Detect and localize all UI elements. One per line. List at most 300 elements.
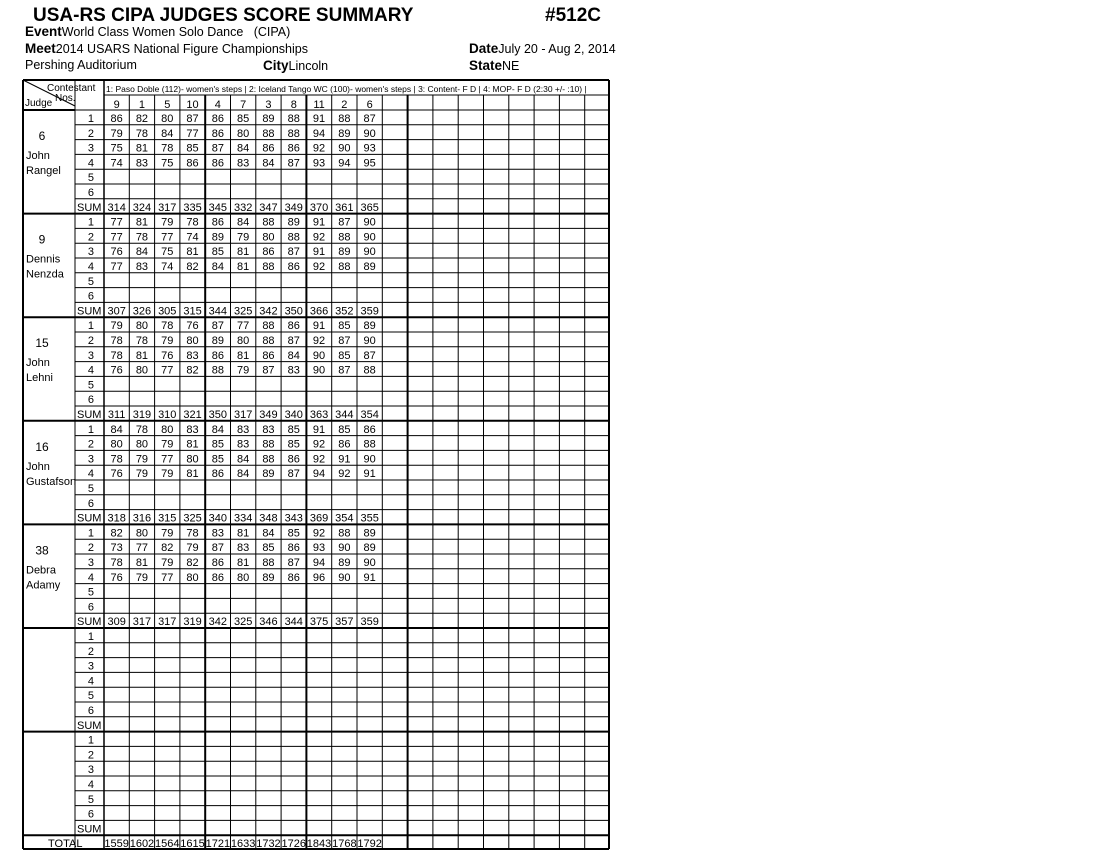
score-cell: 77 xyxy=(110,231,123,244)
score-cell: 77 xyxy=(186,127,199,140)
score-cell: 89 xyxy=(338,127,351,140)
total-cell: 1721 xyxy=(205,838,231,850)
score-cell: 89 xyxy=(363,527,376,540)
score-cell: 86 xyxy=(211,349,224,362)
score-cell: 90 xyxy=(312,349,326,362)
sum-cell: 365 xyxy=(360,201,379,214)
score-cell: 87 xyxy=(211,320,224,333)
score-cell: 78 xyxy=(135,423,149,436)
score-cell: 78 xyxy=(135,335,149,347)
contestant-number: 3 xyxy=(265,99,272,111)
row-number: 4 xyxy=(87,571,94,584)
score-cell: 87 xyxy=(287,246,300,259)
row-number: 3 xyxy=(87,764,94,777)
sum-label: SUM xyxy=(77,305,102,318)
score-cell: 77 xyxy=(161,453,174,466)
score-cell: 84 xyxy=(287,349,300,362)
row-number: 4 xyxy=(87,675,94,688)
row-number: 3 xyxy=(87,246,94,259)
score-cell: 76 xyxy=(110,468,123,481)
judge-first-name: John xyxy=(26,357,50,370)
score-cell: 94 xyxy=(312,468,326,481)
score-cell: 83 xyxy=(287,364,300,377)
score-cell: 80 xyxy=(161,423,174,436)
row-number: 1 xyxy=(87,423,94,436)
score-cell: 80 xyxy=(186,335,199,347)
sum-cell: 316 xyxy=(132,512,152,525)
score-cell: 80 xyxy=(186,453,199,466)
judge-number: 38 xyxy=(35,543,49,558)
row-number: 3 xyxy=(87,557,94,569)
score-cell: 93 xyxy=(312,542,326,555)
score-cell: 80 xyxy=(135,527,149,540)
total-cell: 1602 xyxy=(129,838,155,850)
score-cell: 94 xyxy=(338,157,351,170)
row-number: 1 xyxy=(87,527,94,540)
score-cell: 88 xyxy=(262,320,275,333)
score-cell: 78 xyxy=(135,231,149,244)
score-cell: 76 xyxy=(110,364,123,377)
score-cell: 90 xyxy=(363,231,376,244)
score-cell: 88 xyxy=(211,364,224,377)
score-cell: 78 xyxy=(186,527,199,540)
sum-cell: 352 xyxy=(335,305,354,318)
corner-nos-label: Nos. xyxy=(55,93,76,104)
score-cell: 88 xyxy=(287,113,300,125)
score-cell: 79 xyxy=(135,468,149,481)
score-cell: 88 xyxy=(363,438,376,451)
score-cell: 87 xyxy=(287,557,300,569)
row-number: 4 xyxy=(87,468,94,481)
judge-number: 15 xyxy=(35,336,49,351)
contestant-number: 11 xyxy=(313,99,325,111)
sum-cell: 344 xyxy=(284,616,303,629)
sum-cell: 361 xyxy=(335,201,354,214)
row-number: 4 xyxy=(87,261,94,273)
score-cell: 82 xyxy=(186,557,199,569)
score-cell: 89 xyxy=(287,216,300,229)
contestant-number: 8 xyxy=(290,99,297,111)
score-cell: 79 xyxy=(161,557,174,569)
score-cell: 85 xyxy=(186,142,199,155)
row-number: 6 xyxy=(87,497,94,510)
score-cell: 90 xyxy=(338,542,351,555)
score-cell: 85 xyxy=(211,438,224,451)
score-cell: 78 xyxy=(110,557,123,569)
total-cell: 1843 xyxy=(306,838,332,850)
row-number: 5 xyxy=(87,690,94,703)
sum-cell: 340 xyxy=(284,409,303,421)
score-cell: 89 xyxy=(262,468,275,481)
score-cell: 90 xyxy=(338,142,351,155)
score-cell: 86 xyxy=(287,571,300,584)
sum-cell: 350 xyxy=(284,305,303,318)
score-cell: 86 xyxy=(287,320,300,333)
row-number: 4 xyxy=(87,364,94,377)
score-cell: 88 xyxy=(338,527,351,540)
sum-cell: 325 xyxy=(233,616,253,629)
row-number: 6 xyxy=(87,394,94,407)
score-cell: 81 xyxy=(237,349,250,362)
score-cell: 80 xyxy=(110,438,123,451)
score-cell: 79 xyxy=(161,216,174,229)
total-cell: 1792 xyxy=(357,838,382,850)
score-cell: 88 xyxy=(262,438,275,451)
sum-cell: 314 xyxy=(107,201,126,214)
sum-cell: 326 xyxy=(132,305,152,318)
score-cell: 91 xyxy=(312,423,326,436)
sum-label: SUM xyxy=(77,719,102,732)
judge-first-name: Debra xyxy=(26,564,56,577)
sum-cell: 332 xyxy=(233,201,253,214)
score-cell: 86 xyxy=(287,261,300,273)
sum-cell: 324 xyxy=(132,201,152,214)
sum-cell: 355 xyxy=(360,512,379,525)
report-title: USA-RS CIPA JUDGES SCORE SUMMARY xyxy=(33,5,414,26)
sum-cell: 350 xyxy=(208,409,228,421)
score-cell: 74 xyxy=(110,157,123,170)
sum-cell: 348 xyxy=(259,512,278,525)
row-number: 6 xyxy=(87,705,94,717)
row-number: 4 xyxy=(87,157,94,170)
row-number: 5 xyxy=(87,793,94,806)
score-cell: 89 xyxy=(338,557,351,569)
row-number: 5 xyxy=(87,586,94,599)
score-cell: 77 xyxy=(161,364,174,377)
score-cell: 85 xyxy=(338,423,351,436)
score-cell: 94 xyxy=(312,557,326,569)
sum-cell: 343 xyxy=(284,512,303,525)
score-cell: 91 xyxy=(312,320,326,333)
row-number: 2 xyxy=(87,749,94,762)
score-cell: 86 xyxy=(211,216,224,229)
judge-last-name: Gustafson xyxy=(26,475,77,488)
sum-cell: 347 xyxy=(259,201,278,214)
sum-cell: 359 xyxy=(360,305,379,318)
sum-cell: 317 xyxy=(132,616,152,629)
score-cell: 80 xyxy=(186,571,199,584)
score-cell: 87 xyxy=(262,364,275,377)
sum-cell: 340 xyxy=(208,512,228,525)
score-cell: 84 xyxy=(211,261,224,273)
row-number: 3 xyxy=(87,453,94,466)
score-cell: 81 xyxy=(237,246,250,259)
score-cell: 79 xyxy=(161,468,174,481)
score-cell: 81 xyxy=(135,557,149,569)
sum-label: SUM xyxy=(77,201,102,214)
sum-cell: 363 xyxy=(309,409,329,421)
meet-value: 2014 USARS National Figure Championships xyxy=(55,42,308,56)
score-cell: 90 xyxy=(363,216,376,229)
score-cell: 86 xyxy=(211,157,224,170)
score-cell: 85 xyxy=(237,113,250,125)
score-cell: 80 xyxy=(135,438,149,451)
score-cell: 86 xyxy=(338,438,351,451)
sum-cell: 346 xyxy=(259,616,278,629)
contestant-number: 7 xyxy=(240,99,247,111)
score-cell: 86 xyxy=(211,127,224,140)
score-cell: 90 xyxy=(363,557,376,569)
row-number: 6 xyxy=(87,808,94,821)
score-cell: 85 xyxy=(211,246,224,259)
judge-number: 6 xyxy=(38,129,46,143)
score-cell: 78 xyxy=(161,142,174,155)
score-cell: 92 xyxy=(312,335,326,347)
row-number: 1 xyxy=(87,734,94,747)
score-cell: 92 xyxy=(338,468,351,481)
score-cell: 95 xyxy=(363,157,376,170)
score-cell: 78 xyxy=(110,335,123,347)
score-cell: 78 xyxy=(186,216,199,229)
score-cell: 92 xyxy=(312,527,326,540)
score-cell: 83 xyxy=(135,157,149,170)
score-cell: 89 xyxy=(211,231,224,244)
score-cell: 92 xyxy=(312,231,326,244)
score-cell: 85 xyxy=(211,453,224,466)
sum-cell: 342 xyxy=(208,616,228,629)
score-cell: 87 xyxy=(338,216,351,229)
score-cell: 89 xyxy=(262,113,275,125)
row-number: 2 xyxy=(87,542,94,555)
score-cell: 85 xyxy=(262,542,275,555)
score-cell: 80 xyxy=(161,113,174,125)
sum-cell: 359 xyxy=(360,616,379,629)
state-label: State xyxy=(469,58,503,73)
score-cell: 92 xyxy=(312,453,326,466)
score-cell: 89 xyxy=(211,335,224,347)
judge-last-name: Rangel xyxy=(26,165,61,177)
sum-cell: 366 xyxy=(309,305,329,318)
corner-contestant-label: Contestant xyxy=(47,83,96,94)
score-cell: 88 xyxy=(262,335,275,347)
sum-cell: 319 xyxy=(183,616,202,629)
row-number: 1 xyxy=(87,631,94,643)
score-cell: 87 xyxy=(211,142,224,155)
row-number: 5 xyxy=(87,483,94,495)
score-cell: 75 xyxy=(161,246,174,259)
score-cell: 84 xyxy=(262,527,275,540)
score-cell: 91 xyxy=(363,468,376,481)
score-cell: 87 xyxy=(287,157,300,170)
score-cell: 93 xyxy=(312,157,326,170)
contestant-number: 6 xyxy=(366,99,373,111)
total-label: TOTAL xyxy=(48,838,83,850)
score-cell: 81 xyxy=(237,557,250,569)
sum-cell: 369 xyxy=(309,512,329,525)
score-cell: 84 xyxy=(237,142,250,155)
contestant-number: 2 xyxy=(341,99,348,111)
score-cell: 81 xyxy=(135,142,149,155)
score-cell: 91 xyxy=(312,113,326,125)
score-cell: 79 xyxy=(110,127,123,140)
row-number: 5 xyxy=(87,275,94,288)
score-cell: 78 xyxy=(161,320,174,333)
sum-label: SUM xyxy=(77,409,102,421)
judge-first-name: John xyxy=(26,460,50,473)
sum-cell: 357 xyxy=(335,616,354,629)
contestant-number: 4 xyxy=(214,99,221,111)
score-cell: 83 xyxy=(237,542,250,555)
contestant-number: 9 xyxy=(113,99,120,111)
score-cell: 84 xyxy=(237,453,250,466)
score-cell: 84 xyxy=(110,423,123,436)
score-cell: 89 xyxy=(338,246,351,259)
score-cell: 75 xyxy=(110,142,123,155)
score-cell: 94 xyxy=(312,127,326,140)
row-number: 5 xyxy=(87,379,94,392)
score-cell: 90 xyxy=(363,453,376,466)
score-cell: 88 xyxy=(262,557,275,569)
score-cell: 82 xyxy=(186,364,199,377)
score-cell: 78 xyxy=(135,127,149,140)
contestant-number: 5 xyxy=(164,99,171,111)
sum-cell: 325 xyxy=(233,305,253,318)
sum-cell: 317 xyxy=(158,201,177,214)
row-number: 5 xyxy=(87,172,94,185)
score-cell: 85 xyxy=(287,423,300,436)
sum-cell: 315 xyxy=(183,305,202,318)
score-cell: 87 xyxy=(186,113,199,125)
score-cell: 79 xyxy=(135,453,149,466)
city-label: City xyxy=(263,58,289,73)
score-cell: 80 xyxy=(237,127,250,140)
score-cell: 85 xyxy=(287,438,300,451)
row-number: 2 xyxy=(87,231,94,244)
score-cell: 80 xyxy=(135,320,149,333)
score-cell: 86 xyxy=(211,571,224,584)
score-cell: 88 xyxy=(262,453,275,466)
score-cell: 92 xyxy=(312,438,326,451)
score-cell: 81 xyxy=(237,527,250,540)
score-cell: 80 xyxy=(262,231,275,244)
score-cell: 89 xyxy=(363,261,376,273)
score-cell: 82 xyxy=(135,113,149,125)
score-cell: 80 xyxy=(135,364,149,377)
sum-cell: 309 xyxy=(107,616,126,629)
total-cell: 1768 xyxy=(332,838,357,850)
score-cell: 86 xyxy=(287,142,300,155)
score-cell: 81 xyxy=(186,438,199,451)
score-cell: 90 xyxy=(363,246,376,259)
corner-judge-label: Judge xyxy=(25,98,53,109)
score-cell: 86 xyxy=(262,349,275,362)
score-cell: 89 xyxy=(363,542,376,555)
row-number: 6 xyxy=(87,290,94,303)
score-cell: 92 xyxy=(312,261,326,273)
score-cell: 93 xyxy=(363,142,376,155)
score-cell: 89 xyxy=(262,571,275,584)
score-cell: 82 xyxy=(186,261,199,273)
score-cell: 90 xyxy=(338,571,351,584)
sum-cell: 307 xyxy=(107,305,126,318)
score-cell: 86 xyxy=(287,453,300,466)
row-number: 1 xyxy=(87,113,94,125)
score-cell: 78 xyxy=(110,349,123,362)
score-cell: 87 xyxy=(363,349,376,362)
state-value: NE xyxy=(502,59,520,73)
score-cell: 80 xyxy=(237,571,250,584)
score-cell: 84 xyxy=(161,127,174,140)
score-cell: 79 xyxy=(161,438,174,451)
venue: Pershing Auditorium xyxy=(25,58,137,72)
score-cell: 88 xyxy=(262,216,275,229)
row-number: 1 xyxy=(87,320,94,333)
score-cell: 96 xyxy=(312,571,326,584)
score-cell: 86 xyxy=(186,157,199,170)
score-cell: 86 xyxy=(110,113,123,125)
row-number: 3 xyxy=(87,142,94,155)
sum-cell: 319 xyxy=(132,409,152,421)
score-cell: 79 xyxy=(161,335,174,347)
score-cell: 83 xyxy=(186,349,199,362)
score-cell: 84 xyxy=(135,246,149,259)
sum-cell: 345 xyxy=(208,201,228,214)
row-number: 4 xyxy=(87,779,94,791)
row-number: 1 xyxy=(87,216,94,229)
score-cell: 86 xyxy=(363,423,376,436)
sum-cell: 354 xyxy=(360,409,379,421)
score-cell: 91 xyxy=(363,571,376,584)
score-cell: 81 xyxy=(135,216,149,229)
date-label: Date xyxy=(469,41,499,56)
score-cell: 84 xyxy=(262,157,275,170)
total-cell: 1559 xyxy=(104,838,129,850)
score-cell: 91 xyxy=(338,453,351,466)
dance-caption: 1: Paso Doble (112)- women's steps | 2: Iceland Tango WC (100)- women's steps | 3: Content- F D | 4: MOP- F D (2:30 +/- :10) | xyxy=(106,84,587,94)
sum-cell: 354 xyxy=(335,512,354,525)
row-number: 2 xyxy=(87,127,94,140)
score-cell: 87 xyxy=(363,113,376,125)
score-cell: 83 xyxy=(237,157,250,170)
score-cell: 76 xyxy=(161,349,174,362)
judge-last-name: Adamy xyxy=(26,579,61,592)
sum-cell: 334 xyxy=(233,512,253,525)
score-cell: 88 xyxy=(262,261,275,273)
score-cell: 84 xyxy=(237,216,250,229)
sum-cell: 315 xyxy=(158,512,177,525)
event-value: World Class Women Solo Dance (CIPA) xyxy=(61,25,291,39)
score-cell: 77 xyxy=(135,542,149,555)
score-cell: 87 xyxy=(338,335,351,347)
judge-last-name: Lehni xyxy=(26,372,53,385)
sum-label: SUM xyxy=(77,512,102,525)
total-cell: 1726 xyxy=(281,838,306,850)
score-cell: 83 xyxy=(262,423,275,436)
score-cell: 76 xyxy=(186,320,199,333)
judge-first-name: John xyxy=(26,150,50,162)
row-number: 6 xyxy=(87,187,94,199)
score-cell: 75 xyxy=(161,157,174,170)
score-cell: 83 xyxy=(186,423,199,436)
score-cell: 77 xyxy=(237,320,250,333)
sum-cell: 335 xyxy=(183,201,202,214)
score-cell: 86 xyxy=(211,557,224,569)
sum-cell: 342 xyxy=(259,305,278,318)
sum-cell: 305 xyxy=(158,305,177,318)
score-cell: 76 xyxy=(110,246,123,259)
sum-cell: 375 xyxy=(309,616,329,629)
score-cell: 84 xyxy=(211,423,224,436)
contestant-number: 1 xyxy=(138,99,146,111)
score-cell: 85 xyxy=(338,349,351,362)
sum-cell: 344 xyxy=(208,305,228,318)
score-cell: 82 xyxy=(110,527,123,540)
score-cell: 81 xyxy=(186,246,199,259)
score-cell: 77 xyxy=(110,216,123,229)
score-cell: 84 xyxy=(237,468,250,481)
row-number: 2 xyxy=(87,438,94,451)
score-cell: 81 xyxy=(135,349,149,362)
